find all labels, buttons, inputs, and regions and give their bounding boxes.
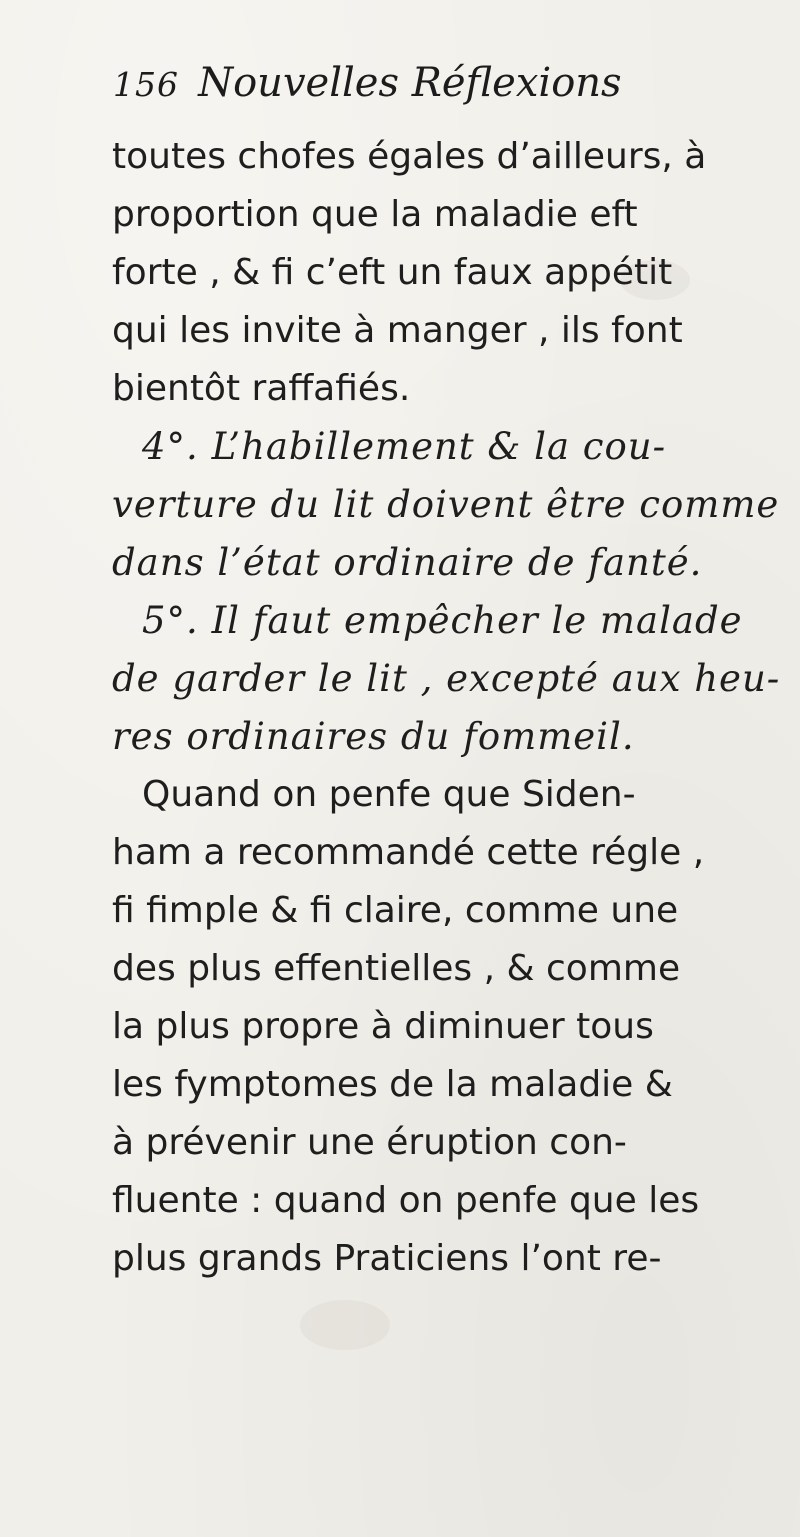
text-line: verture du lit doivent être comme [112,483,780,526]
text-line: qui les invite à manger , ils font [112,310,683,351]
page-number: 156 [113,65,179,104]
text-line: fi fimple & fi claire, comme une [112,890,679,931]
text-line: des plus effentielles , & comme [112,948,681,989]
text-line: dans l’état ordinaire de fanté. [112,541,703,584]
paper-stain [300,1300,390,1350]
text-line: bientôt raffafiés. [112,368,411,409]
text-line: Quand on penfe que Siden- [142,774,636,815]
text-line: plus grands Praticiens l’ont re- [112,1238,662,1279]
text-line: proportion que la maladie eft [112,194,638,235]
text-line: 4°. L’habillement & la cou- [142,425,667,468]
running-title: Nouvelles Réflexions [198,60,622,106]
text-line: à prévenir une éruption con- [112,1122,627,1163]
text-line: fluente : quand on penfe que les [112,1180,700,1221]
text-line: la plus propre à diminuer tous [112,1006,654,1047]
text-line: res ordinaires du fommeil. [112,715,635,758]
text-line: les fymptomes de la maladie & [112,1064,673,1105]
text-line: toutes chofes égales d’ailleurs, à [112,136,707,177]
page-header [113,60,622,106]
text-line: de garder le lit , excepté aux heu- [112,657,781,700]
body-text [112,128,800,1288]
text-line: forte , & fi c’eft un faux appétit [112,252,673,293]
text-line: ham a recommandé cette régle , [112,832,705,873]
text-line: 5°. Il faut empêcher le malade [142,599,743,642]
